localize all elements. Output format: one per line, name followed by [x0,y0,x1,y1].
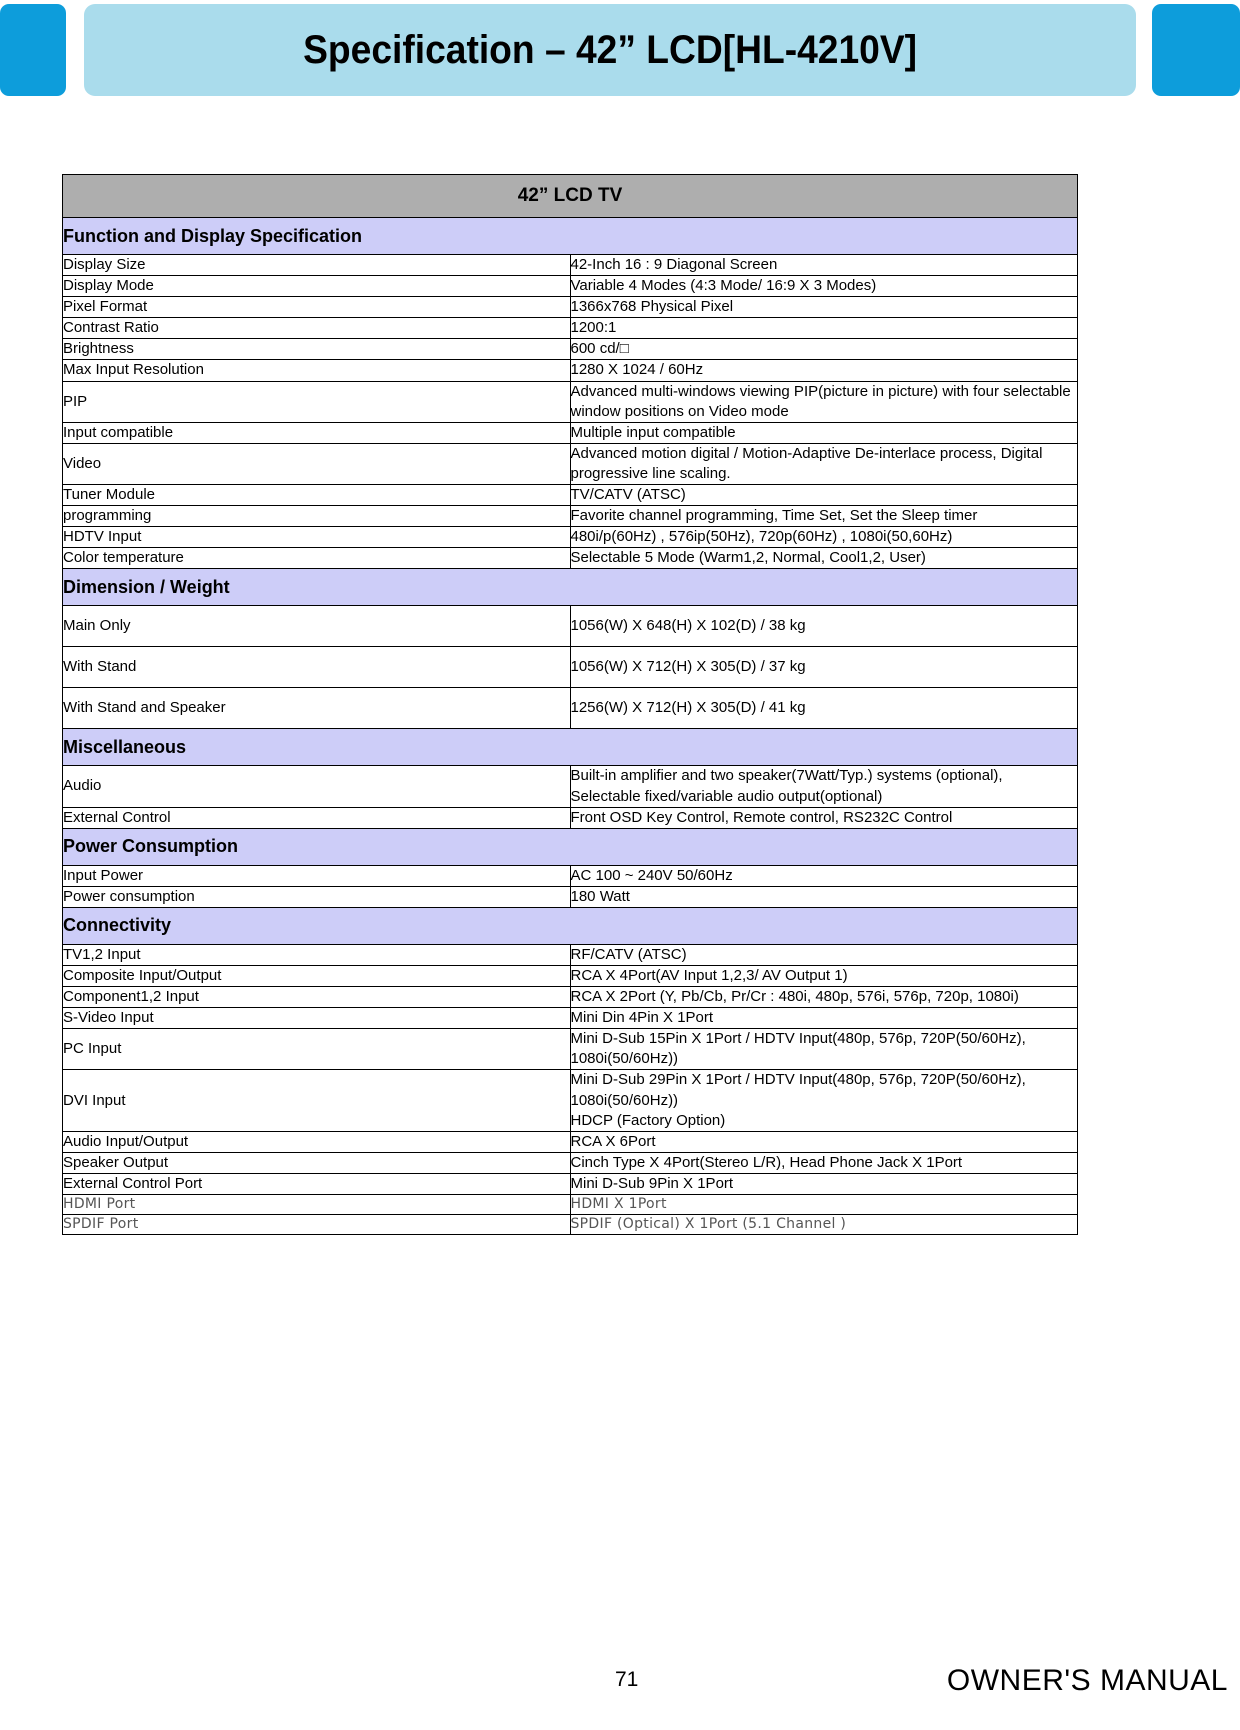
spec-value [570,1152,1078,1173]
table-row [63,886,1078,907]
section-header-row [63,828,1078,865]
spec-key: External Control Port [63,1173,571,1194]
spec-key: Display Size [63,255,571,276]
table-row [63,1008,1078,1029]
spec-value-line: Built-in amplifier and two speaker(7Watt/Typ.) systems (optional), [570,767,1003,785]
table-title-row [63,175,1078,218]
spec-value [570,766,1078,807]
specification-table [62,174,1078,1235]
spec-value [570,506,1078,527]
table-row [63,1195,1078,1215]
spec-key: Audio Input/Output [63,1131,571,1152]
specification-table-container [62,174,1078,1235]
table-row [63,965,1078,986]
spec-key: Contrast Ratio [63,318,571,339]
spec-value-line: Mini D-Sub 29Pin X 1Port / HDTV Input(480p, 576p, 720P(50/60Hz), 1080i(50/60Hz)) [570,1071,1026,1109]
spec-value [570,360,1078,381]
spec-value-line: Front OSD Key Control, Remote control, RS232C Control [570,808,953,826]
spec-key: PIP [63,381,571,422]
page-number: 71 [615,1668,639,1691]
spec-value [570,422,1078,443]
header-accent-left [0,4,66,96]
spec-value [570,381,1078,422]
spec-value-line: Selectable fixed/variable audio output(optional) [570,787,883,805]
table-row [63,987,1078,1008]
table-row [63,807,1078,828]
table-row [63,647,1078,688]
spec-key: Input compatible [63,422,571,443]
spec-value [570,1008,1078,1029]
spec-value-line: 1280 X 1024 / 60Hz [570,361,704,379]
section-header-row [63,218,1078,255]
spec-key: HDTV Input [63,527,571,548]
spec-value-line: Advanced multi-windows viewing PIP(picture in picture) with four selectable window positions on Video mode [570,382,1071,420]
table-row [63,1152,1078,1173]
header-accent-right [1152,4,1240,96]
section-header-row [63,729,1078,766]
spec-key: Speaker Output [63,1152,571,1173]
page-title: Specification – 42” LCD[HL-4210V] [303,27,917,72]
spec-value [570,688,1078,729]
table-row [63,1173,1078,1194]
table-row [63,422,1078,443]
spec-value [570,1173,1078,1194]
table-row [63,485,1078,506]
spec-key: Input Power [63,865,571,886]
spec-key: S-Video Input [63,1008,571,1029]
spec-value-line: 600 cd/□ [570,340,629,358]
spec-key: Max Input Resolution [63,360,571,381]
spec-value-line: Mini D-Sub 9Pin X 1Port [570,1174,734,1192]
section-heading: Miscellaneous [63,729,1078,766]
spec-key: With Stand [63,647,571,688]
spec-value [570,255,1078,276]
table-row [63,688,1078,729]
table-row [63,339,1078,360]
section-header-row [63,907,1078,944]
spec-value-line: 42-Inch 16 : 9 Diagonal Screen [570,256,778,273]
spec-value-line: Selectable 5 Mode (Warm1,2, Normal, Cool1,2, User) [570,549,926,567]
spec-value-line: Advanced motion digital / Motion-Adaptive De-interlace process, Digital progressive line scaling. [570,444,1043,482]
spec-key: PC Input [63,1029,571,1070]
spec-value [570,276,1078,297]
section-heading: Connectivity [63,907,1078,944]
spec-key: DVI Input [63,1070,571,1131]
spec-value [570,1195,1078,1215]
spec-value [570,485,1078,506]
spec-value [570,1070,1078,1131]
table-row [63,443,1078,484]
spec-value [570,443,1078,484]
table-row [63,944,1078,965]
spec-value [570,548,1078,569]
spec-value [570,1131,1078,1152]
spec-value-line: 1256(W) X 712(H) X 305(D) / 41 kg [570,699,806,717]
table-row [63,548,1078,569]
spec-value-line: Variable 4 Modes (4:3 Mode/ 16:9 X 3 Modes) [570,277,877,295]
spec-key: Audio [63,766,571,807]
page-footer [0,1664,1240,1718]
spec-key: With Stand and Speaker [63,688,571,729]
spec-value-line: 1366x768 Physical Pixel [570,298,734,316]
spec-value [570,606,1078,647]
spec-value-line: 1200:1 [570,319,617,337]
section-heading: Dimension / Weight [63,569,1078,606]
spec-key: Brightness [63,339,571,360]
spec-value-line: HDMI X 1Port [570,1196,667,1212]
spec-value-line: 480i/p(60Hz) , 576ip(50Hz), 720p(60Hz) , 1080i(50,60Hz) [570,528,953,546]
spec-key: Color temperature [63,548,571,569]
spec-value [570,527,1078,548]
spec-key: Power consumption [63,886,571,907]
table-row [63,527,1078,548]
spec-key: Video [63,443,571,484]
section-heading: Power Consumption [63,828,1078,865]
spec-value [570,987,1078,1008]
spec-value-line: TV/CATV (ATSC) [570,486,686,504]
spec-value [570,339,1078,360]
spec-value-line: Favorite channel programming, Time Set, Set the Sleep timer [570,507,978,525]
spec-value-line: 1056(W) X 712(H) X 305(D) / 37 kg [570,658,806,676]
spec-value-line: RF/CATV (ATSC) [570,945,687,963]
spec-key: External Control [63,807,571,828]
spec-value-line: RCA X 2Port (Y, Pb/Cb, Pr/Cr : 480i, 480p, 576i, 576p, 720p, 1080i) [570,988,1019,1006]
spec-value [570,297,1078,318]
spec-key: programming [63,506,571,527]
spec-value-line: RCA X 4Port(AV Input 1,2,3/ AV Output 1) [570,966,848,984]
table-row [63,318,1078,339]
table-row [63,1029,1078,1070]
spec-value [570,1029,1078,1070]
spec-value-line: AC 100 ~ 240V 50/60Hz [570,866,733,884]
spec-value-line: RCA X 6Port [570,1132,656,1150]
spec-value [570,944,1078,965]
table-row [63,255,1078,276]
spec-value-line: 1056(W) X 648(H) X 102(D) / 38 kg [570,617,806,635]
table-row [63,381,1078,422]
section-heading: Function and Display Specification [63,218,1078,255]
spec-key: Component1,2 Input [63,987,571,1008]
spec-key: Composite Input/Output [63,965,571,986]
spec-key: SPDIF Port [63,1214,571,1234]
spec-value-line: HDCP (Factory Option) [570,1111,726,1129]
manual-label: OWNER'S MANUAL [946,1664,1228,1697]
table-row [63,1070,1078,1131]
spec-value-line: Multiple input compatible [570,423,736,441]
spec-key: TV1,2 Input [63,944,571,965]
table-row [63,865,1078,886]
table-row [63,276,1078,297]
section-header-row [63,569,1078,606]
spec-value-line: 180 Watt [570,887,630,905]
table-row [63,506,1078,527]
spec-value [570,965,1078,986]
spec-value-line: Cinch Type X 4Port(Stereo L/R), Head Phone Jack X 1Port [570,1153,963,1171]
spec-key: Tuner Module [63,485,571,506]
table-row [63,766,1078,807]
table-row [63,360,1078,381]
table-row [63,1131,1078,1152]
spec-value [570,807,1078,828]
spec-value-line: Mini Din 4Pin X 1Port [570,1009,714,1027]
table-title: 42” LCD TV [63,175,1078,218]
spec-key: Pixel Format [63,297,571,318]
table-row [63,297,1078,318]
spec-value [570,886,1078,907]
spec-value-line: Mini D-Sub 15Pin X 1Port / HDTV Input(480p, 576p, 720P(50/60Hz), 1080i(50/60Hz)) [570,1030,1026,1068]
spec-key: HDMI Port [63,1195,571,1215]
spec-value [570,865,1078,886]
spec-key: Main Only [63,606,571,647]
spec-key: Display Mode [63,276,571,297]
table-row [63,1214,1078,1234]
spec-value-line: SPDIF (Optical) X 1Port (5.1 Channel ) [570,1215,847,1232]
spec-value [570,1214,1078,1234]
header-title-plate [84,4,1136,96]
table-row [63,606,1078,647]
page-header-banner [0,4,1240,96]
spec-value [570,647,1078,688]
spec-value [570,318,1078,339]
